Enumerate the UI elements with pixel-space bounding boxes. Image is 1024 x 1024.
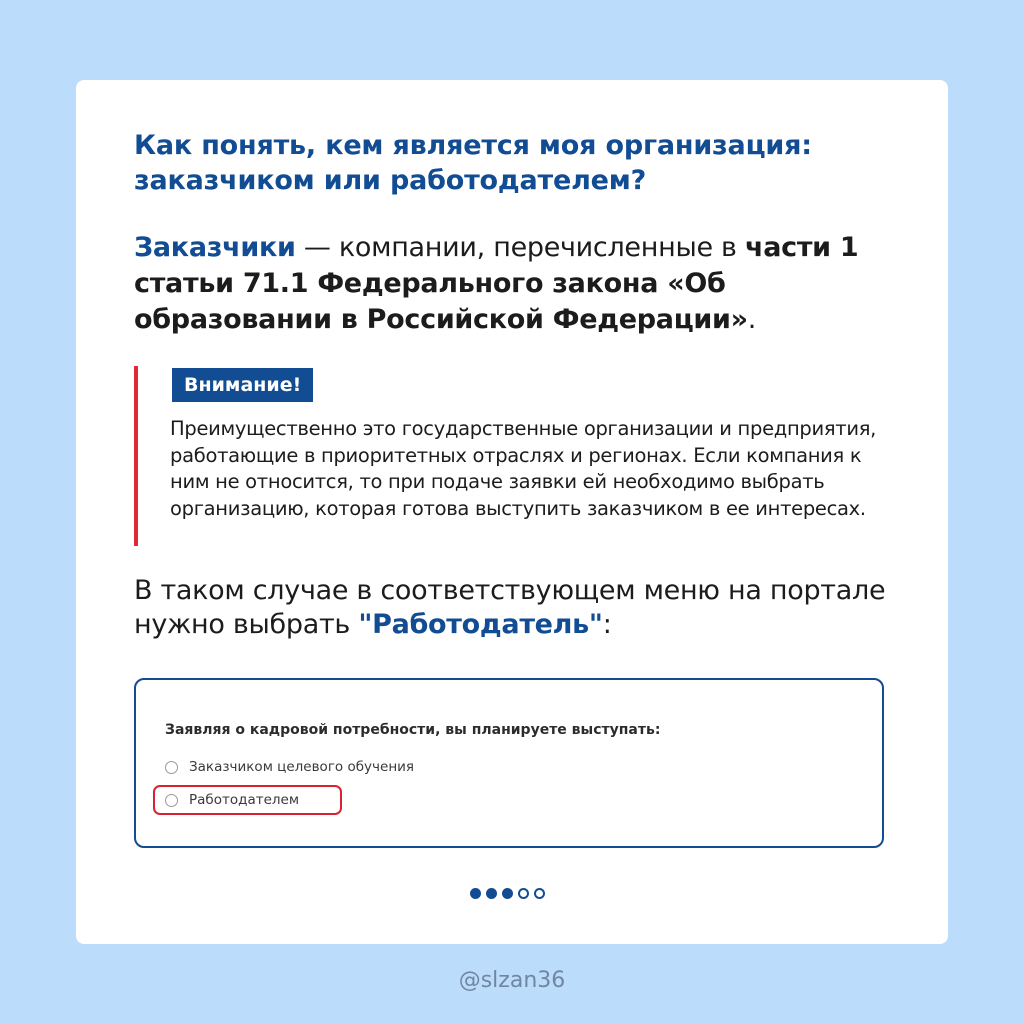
- content-card: [76, 80, 948, 944]
- pager-dots: [470, 888, 545, 899]
- pager-dot-filled[interactable]: [502, 888, 513, 899]
- radio-label-customer: Заказчиком целевого обучения: [189, 759, 415, 775]
- attention-badge: Внимание!: [172, 368, 313, 402]
- pager-dot-filled[interactable]: [470, 888, 481, 899]
- attention-callout: [134, 366, 894, 546]
- definition-term: Заказчики: [134, 232, 296, 263]
- attention-bar: [134, 366, 138, 546]
- employer-highlight-outline: [153, 785, 342, 815]
- definition-text: — компании, перечисленные в: [295, 232, 745, 263]
- form-screenshot-panel: [134, 678, 884, 848]
- instruction-paragraph: [134, 574, 924, 642]
- page-title: [134, 128, 924, 198]
- instruction-highlight: "Работодатель": [358, 609, 603, 640]
- instruction-end: :: [602, 609, 612, 640]
- definition-end: .: [747, 304, 757, 335]
- definition-paragraph: [134, 230, 924, 338]
- title-line-2: заказчиком или работодателем?: [134, 165, 647, 196]
- radio-label-employer: Работодателем: [189, 792, 300, 808]
- radio-option-customer[interactable]: [165, 756, 414, 778]
- title-line-1: Как понять, кем является моя организация:: [134, 130, 812, 161]
- definition-law: части 1 статьи 71.1 Федерального закона «Об образовании в Российской Федерации»: [134, 232, 859, 335]
- pager-dot-empty[interactable]: [518, 888, 529, 899]
- pager-dot-filled[interactable]: [486, 888, 497, 899]
- radio-circle-icon[interactable]: [165, 761, 178, 774]
- pager-dot-empty[interactable]: [534, 888, 545, 899]
- attention-text: Преимущественно это государственные организации и предприятия, работающие в приоритетных отраслях и регионах. Если компания к ним не относится, то при подаче заявки ей необходимо выбрать организацию, которая готова выступить заказчиком в ее интересах.: [170, 417, 877, 520]
- form-question: Заявляя о кадровой потребности, вы планируете выступать:: [165, 722, 661, 738]
- instruction-text: В таком случае в соответствующем меню на портале нужно выбрать: [134, 575, 886, 640]
- author-handle: @slzan36: [458, 968, 566, 993]
